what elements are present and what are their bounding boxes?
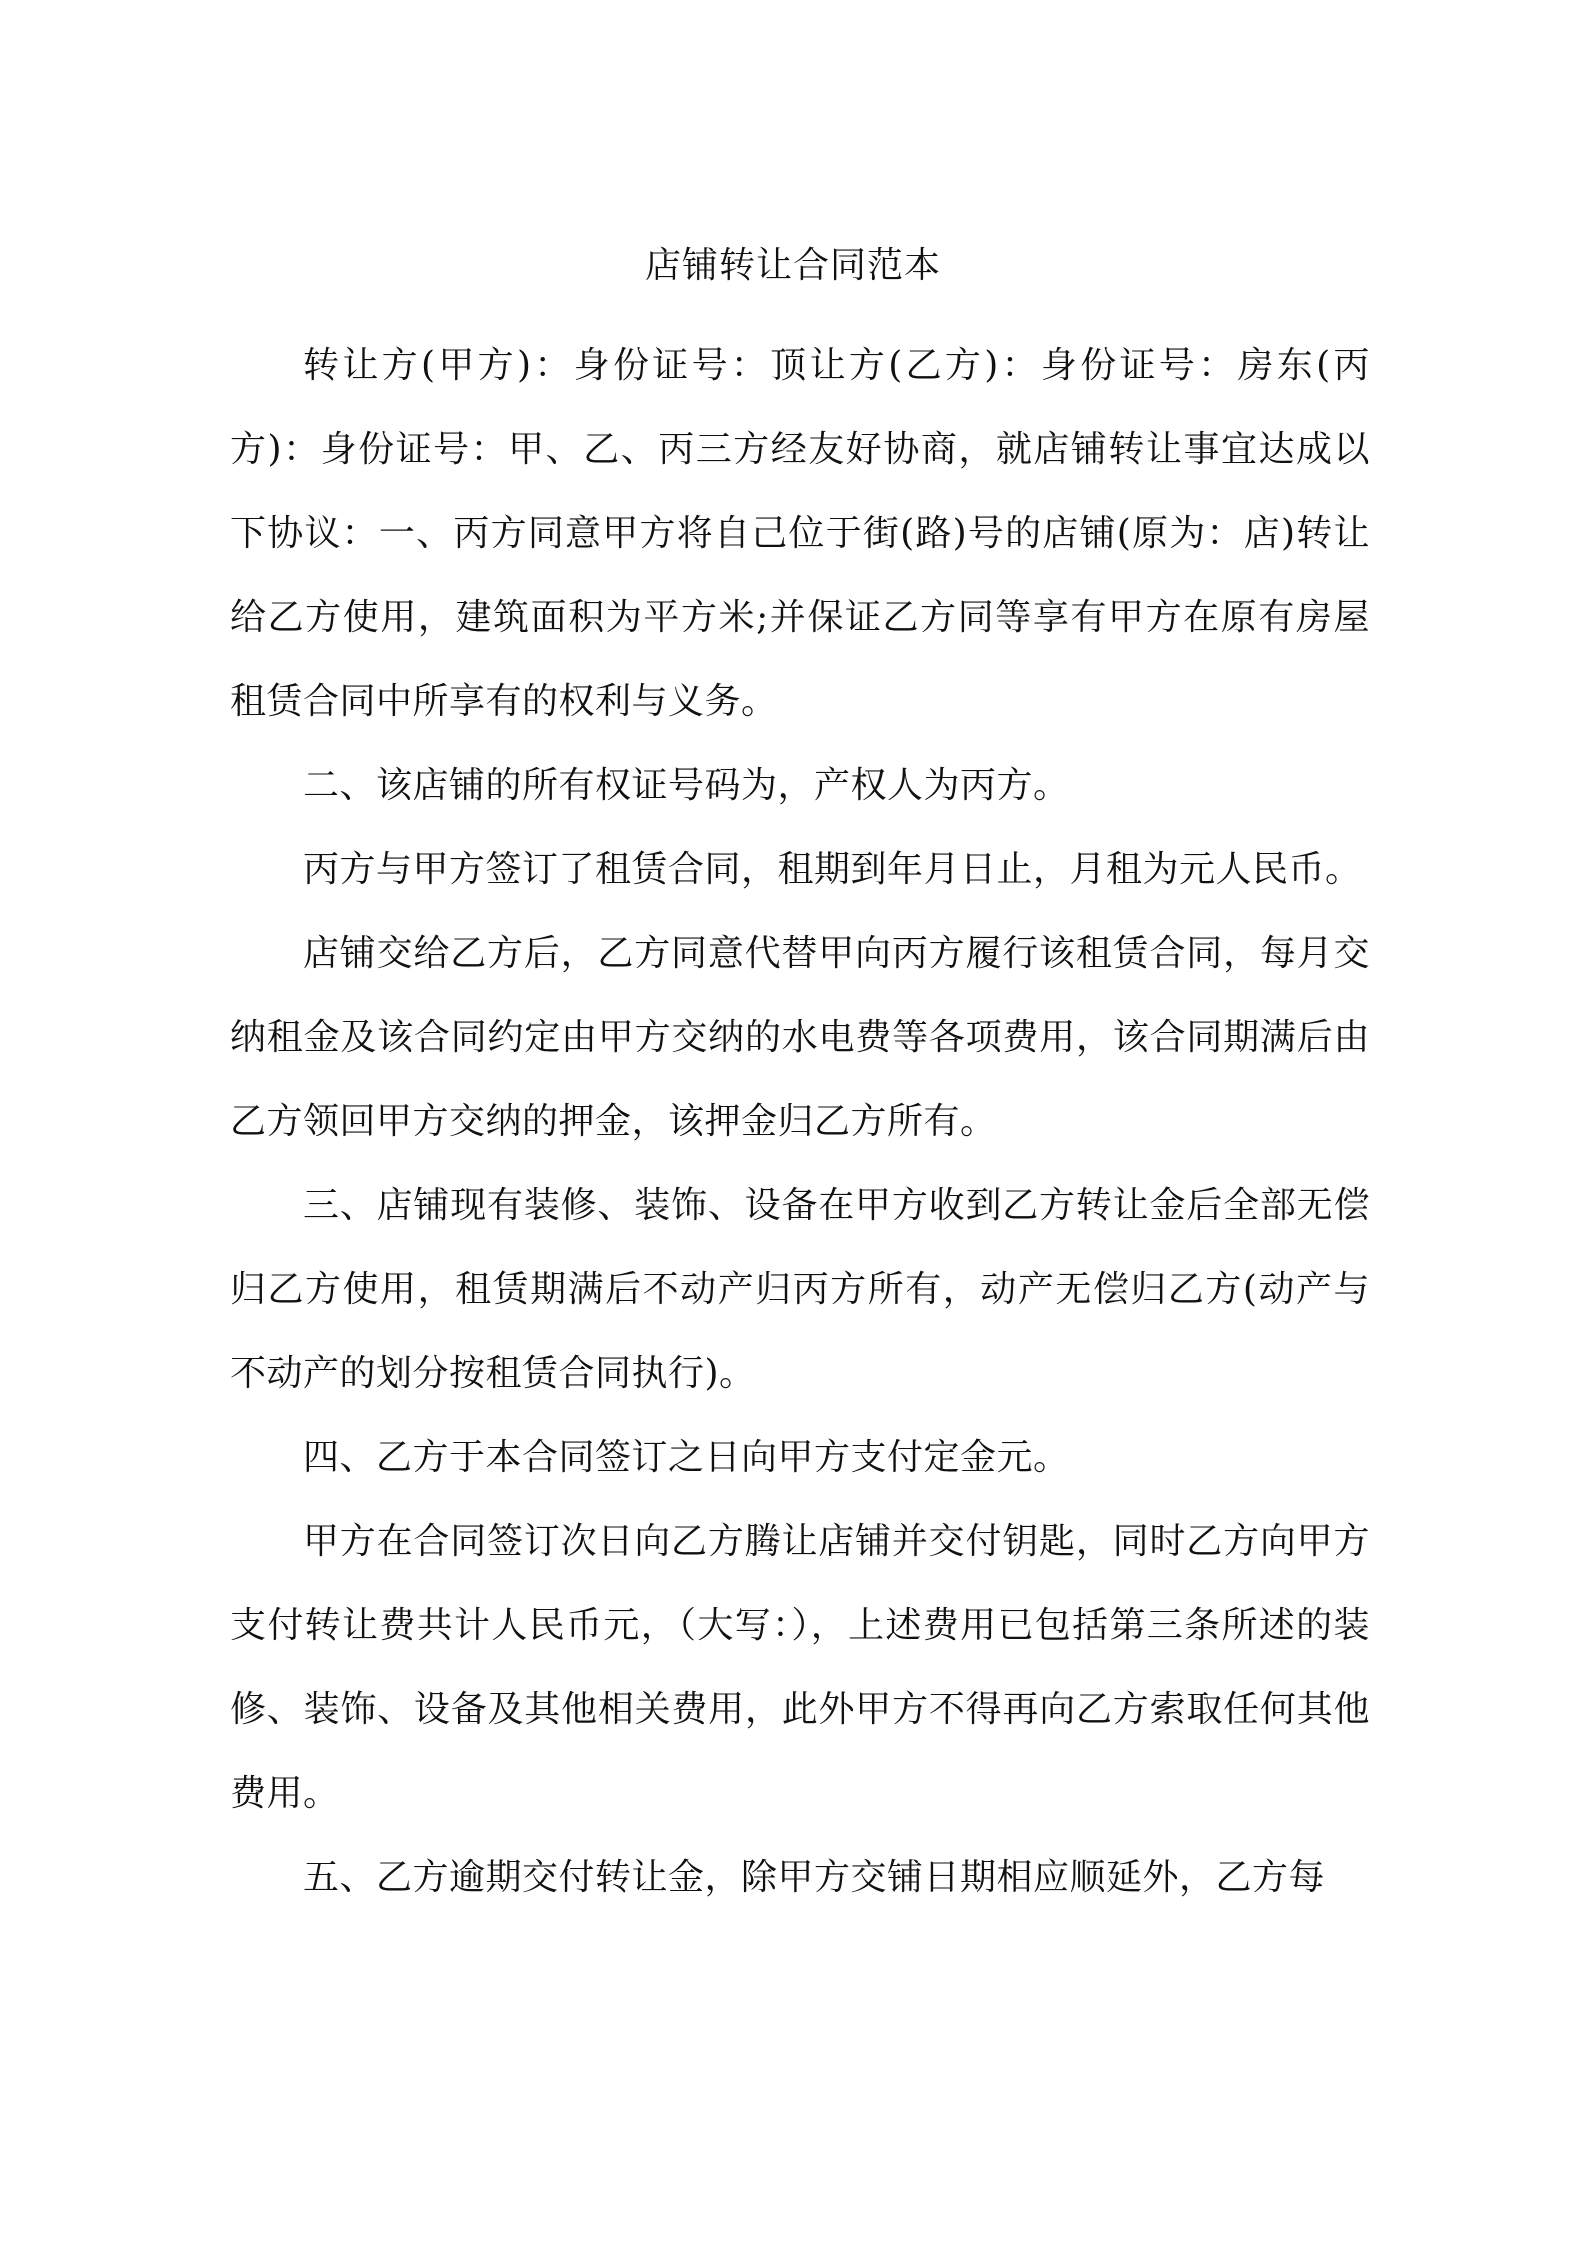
paragraph-clause-4: 四、乙方于本合同签订之日向甲方支付定金元。 bbox=[303, 1437, 1070, 1478]
paragraph-clause-3: 三、店铺现有装修、装饰、设备在甲方收到乙方转让金后全部无偿归乙方使用，租赁期满后不动产归丙方所有，动产无偿归乙方(动产与不动产的划分按租赁合同执行)。 bbox=[230, 1185, 1370, 1394]
document-body bbox=[230, 324, 1370, 1920]
document-title: 店铺转让合同范本 bbox=[644, 245, 941, 286]
paragraph-lease-term: 丙方与甲方签订了租赁合同，租期到年月日止，月租为元人民币。 bbox=[303, 849, 1362, 890]
paragraph-handover: 店铺交给乙方后，乙方同意代替甲向丙方履行该租赁合同，每月交纳租金及该合同约定由甲方交纳的水电费等各项费用，该合同期满后由乙方领回甲方交纳的押金，该押金归乙方所有。 bbox=[230, 933, 1370, 1142]
paragraph-clause-5: 五、乙方逾期交付转让金，除甲方交铺日期相应顺延外，乙方每 bbox=[303, 1857, 1326, 1898]
paragraph-parties: 转让方(甲方)：身份证号：顶让方(乙方)：身份证号：房东(丙方)：身份证号：甲、乙、丙三方经友好协商，就店铺转让事宜达成以下协议：一、丙方同意甲方将自己位于街(路)号的店铺(原为：店)转让给乙方使用，建筑面积为平方米;并保证乙方同等享有甲方在原有房屋租赁合同中所享有的权利与义务。 bbox=[230, 345, 1370, 722]
paragraph-transfer-fee: 甲方在合同签订次日向乙方腾让店铺并交付钥匙，同时乙方向甲方支付转让费共计人民币元，（大写：），上述费用已包括第三条所述的装修、装饰、设备及其他相关费用，此外甲方不得再向乙方索取任何其他费用。 bbox=[230, 1521, 1370, 1814]
paragraph-clause-2: 二、该店铺的所有权证号码为，产权人为丙方。 bbox=[303, 765, 1070, 806]
